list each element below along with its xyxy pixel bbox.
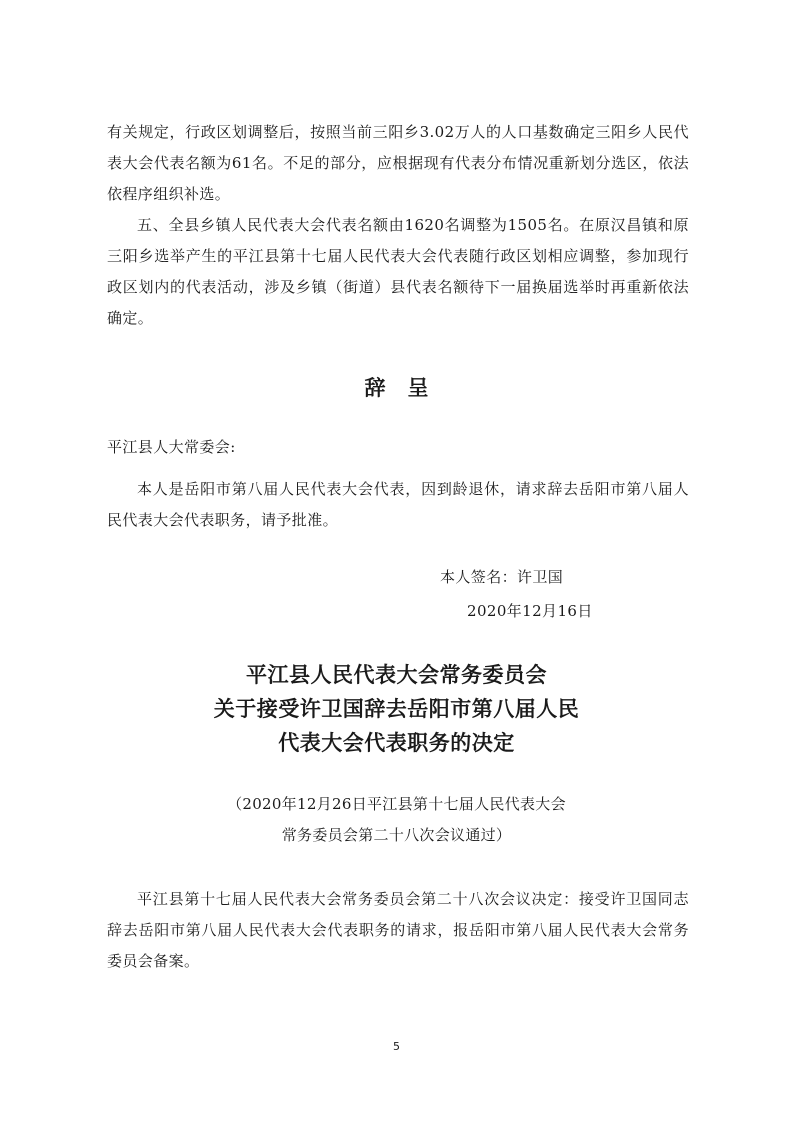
resignation-addressee: 平江县人大常委会:: [107, 438, 236, 456]
decision-title: [0, 658, 793, 760]
paragraph-item-five: 五、全县乡镇人民代表大会代表名额由1620名调整为1505名。在原汉昌镇和原三阳乡选举产生的平江县第十七届人民代表大会代表随行政区划相应调整，参加现行政区划内的代表活动，涉及乡镇（街道）县代表名额待下一届换届选举时再重新依法确定。: [107, 216, 689, 327]
decision-title-line-2: 关于接受许卫国辞去岳阳市第八届人民: [213, 697, 580, 721]
decision-body: 平江县第十七届人民代表大会常务委员会第二十八次会议决定：接受许卫国同志辞去岳阳市第八届人民代表大会代表职务的请求，报岳阳市第八届人民代表大会常务委员会备案。: [107, 890, 689, 970]
decision-title-line-3: 代表大会代表职务的决定: [278, 731, 515, 755]
resignation-heading: 辞呈: [364, 375, 451, 400]
decision-subtitle-line-2: 常务委员会第二十八次会议通过）: [281, 826, 512, 844]
paragraph-previous-section-tail: 有关规定，行政区划调整后，按照当前三阳乡3.02万人的人口基数确定三阳乡人民代表大会代表名额为61名。不足的部分，应根据现有代表分布情况重新划分选区，依法依程序组织补选。: [107, 123, 689, 203]
decision-title-line-1: 平江县人民代表大会常务委员会: [246, 663, 547, 687]
resignation-signature: 本人签名：许卫国: [440, 568, 564, 586]
decision-subtitle: [0, 789, 793, 851]
page-number: 5: [393, 1040, 400, 1053]
decision-subtitle-line-1: （2020年12月26日平江县第十七届人民代表大会: [227, 795, 566, 813]
resignation-body: 本人是岳阳市第八届人民代表大会代表，因到龄退休，请求辞去岳阳市第八届人民代表大会代表职务，请予批准。: [107, 480, 689, 529]
resignation-date: 2020年12月16日: [467, 602, 593, 620]
